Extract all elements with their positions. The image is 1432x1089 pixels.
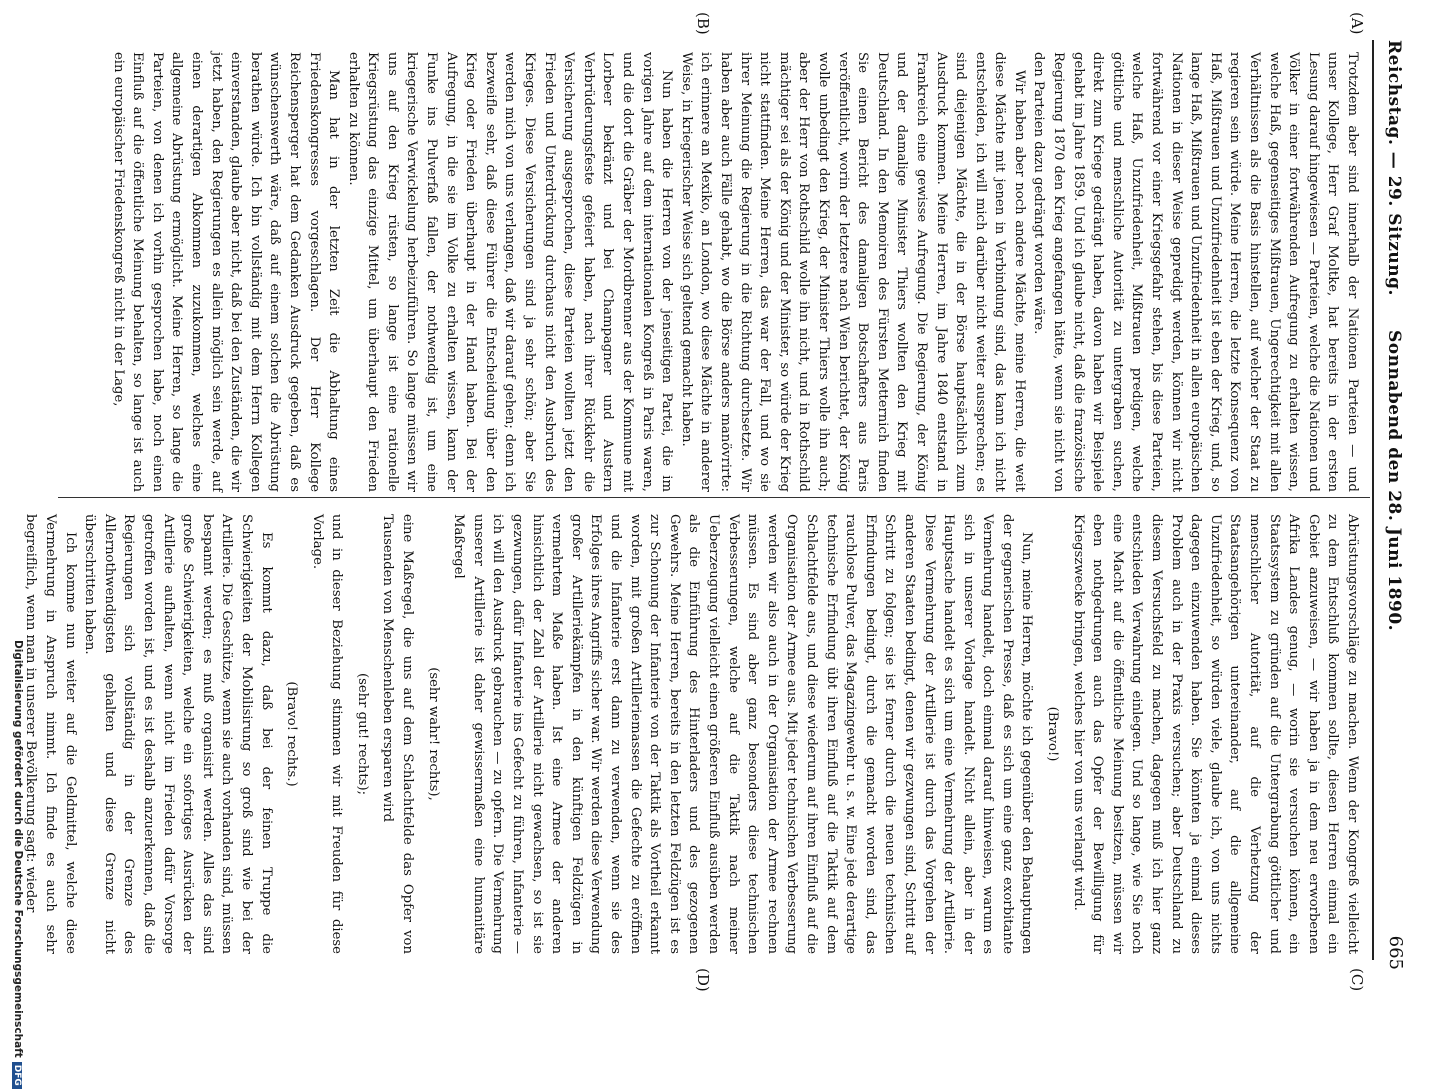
credit-text: Digitalisierung gefördert durch die Deutsche Forschungsgemeinschaft bbox=[12, 640, 24, 1058]
digitization-credit bbox=[12, 640, 24, 1086]
paragraph: Man hat in der letzten Zeit die Abhaltung eines Friedenskongresses vorgeschlagen. Der Herr Kollege Reichensperger hat dem Gedanken Ausdruck gegeben, daß es wünschenswerth wäre, daß auf einem solchen die Abrüstung berathen würde. Ich bin vollständig mit dem Herrn Kollegen einverstanden, glaube aber nicht, daß bei den Zuständen, die wir jetzt haben, den Regierungen es allein möglich sein werde, auf einen derartigen Abkommen zuzukommen, welches eine allgemeine Abrüstung ermöglicht. Meine Herren, so lange die Parteien, von denen ich vorhin gesprochen habe, noch einen Einfluß auf die öffentliche Meinung behalten, so lange ist auch ein europäischer Friedenskongreß nicht in der Lage, bbox=[110, 52, 342, 492]
paragraph: eine Maßregel, die uns auf dem Schlachtfelde das Opfer von Tausenden von Menschenleben ersparen wird bbox=[380, 514, 416, 954]
running-head-left: Reichstag. — 29. Sitzung. bbox=[1384, 40, 1404, 296]
paragraph: und in dieser Beziehung stimmen wir mit Freuden für diese Vorlage. bbox=[309, 514, 345, 954]
paragraph: Trotzdem aber sind innerhalb der Nationen Parteien — und unser Kollege, Herr Graf Moltke, hat bereits in der ersten Lesung darauf hingewiesen — Parteien, welche die Nationen und Völker in einer fortwährenden Aufregung zu erhalten wissen, welche Haß, gegenseitiges Mißtrauen, Ungerechtigkeit mit allen Verhältnissen als die Basis hinstellen, auf welcher der Staat zu regieren sein würde. Meine Herren, die letzte Konsequenz von Haß, Mißtrauen und Unzufriedenheit ist eben der Krieg, und, so lange Haß, Mißtrauen und Unzufriedenheit in allen europäischen Nationen in dieser Weise gepredigt werden, können wir nicht fortwährend vor einer Kriegsgefahr stehen, bis diese Parteien, welche Haß, Unzufriedenheit, Mißtrauen predigen, welche göttliche und menschliche Autorität zu untergraben suchen, direkt zum Kriege gedrängt haben, davon haben wir Beispiele gehabt im Jahre 1859. Und ich glaube nicht, daß die französische Regierung 1870 den Krieg angefangen hätte, wenn sie nicht von den Parteien dazu gedrängt worden wäre. bbox=[1031, 52, 1360, 492]
header-rule bbox=[1372, 40, 1374, 960]
running-head-date: Sonnabend den 28. Juni 1890. bbox=[1384, 330, 1404, 632]
left-column bbox=[62, 52, 1362, 492]
paragraph: Nun, meine Herren, möchte ich gegenüber den Behauptungen der gegnerischen Presse, daß es sich um eine ganz exorbitante Vermehrung handelt, doch einmal darauf hinweisen, warum es sich in unserer Vorlage handelt. Nicht allein, aber in der Hauptsache handelt es sich um eine Vermehrung der Artillerie. Diese Vermehrung der Artillerie ist durch das Vorgehen der anderen Staaten bedingt, denen wir gezwungen sind, Schritt auf Schritt zu folgen; sie ist ferner durch die neuen technischen Erfindungen bedingt, durch die gemacht worden sind, das rauchlose Pulver, das Magazingewehr u. s. w. Eine jede derartige technische Erfindung übt ihren Einfluß auf die Taktik auf dem Schlachtfelde aus, und diese wiederum auf ihren Einfluß auf die Organisation der Armee aus. Mit jeder technischen Verbesserung werden wir also auch in der Organisation der Armee rechnen müssen. Es sind aber ganz besonders diese technischen Verbesserungen, welche auf die Taktik nach meiner Ueberzeugung vielleicht einen größeren Einfluß ausüben werden als die Einführung des Hinterladers und des gezogenen Gewehrs. Meine Herren, bereits in den letzten Feldzügen ist es zur Schonung der Infanterie von der Taktik als Vortheil erkannt worden, mit großen Artilleriemassen die Gefechte zu eröffnen und die Infanterie erst dann zu verwenden, wenn sie des Erfolges ihres Angriffs sicher war. Wir werden diese Verwendung großer Artilleriekämpfen in den künftigen Feldzügen in vermehrtem Maße haben. Ist eine Armee der anderen hinsichtlich der Zahl der Artillerie nicht gewachsen, so ist sie gezwungen, dafür Infanterie ins Gefecht zu führen, Infanterie — ich will den Ausdruck gebrauchen — zu opfern. Die Vermehrung unserer Artillerie ist daher gewissermaßen eine humanitäre Maßregel bbox=[451, 514, 1035, 954]
right-column bbox=[23, 514, 1362, 954]
column-separator bbox=[58, 497, 1370, 498]
interjection: (sehr wahr! rechts), bbox=[425, 667, 441, 801]
interjection: (Bravo!) bbox=[1045, 706, 1061, 762]
paragraph: Ich komme nun weiter auf die Geldmittel, welche diese Vermehrung in Anspruch nimmt. Ich finde es auch sehr begreiflich, wenn man in unserer Bevölkerung sagt: wieder bbox=[23, 514, 78, 954]
interjection: (sehr gut! rechts); bbox=[354, 672, 370, 796]
interjection: (Bravo! rechts.) bbox=[284, 681, 300, 787]
margin-mark-d: (D) bbox=[694, 968, 712, 992]
paragraph: Wir haben aber noch andere Mächte, meine Herren, die weit diese Mächte mit jenen in Verbindung sind, das kann ich nicht entscheiden, ich will mich darüber nicht weiter aussprechen; es sind diejenigen Mächte, die in der Börse hauptsächlich zum Ausdruck kommen. Meine Herren, im Jahre 1840 entstand in Frankreich eine gewisse Aufregung. Die Regierung, der König und der damalige Minister Thiers wollten den Krieg mit Deutschland. In den Memoiren des Fürsten Metternich finden Sie einen Bericht des damaligen Botschafters aus Paris veröffentlicht, worin der letztere nach Wien berichtet, der König wolle unbedingt den Krieg, der Minister Thiers wolle ihn auch; aber der Herr von Rothschild wolle ihn nicht, und in Rothschild mächtiger sei als der König und der Minister, so würde der Krieg nicht stattfinden. Meine Herren, das war der Fall, und wo sie ihrer Meinung die Regierung in die Richtung durchsetzte. Wir haben aber auch Fälle gehabt, wo die Börse anders manövrirte: ich erinnere an Mexiko, an London, wo diese Mächte in anderer Weise, in kriegerischer Weise sich geltend gemacht haben. bbox=[678, 52, 1027, 492]
page-header bbox=[1376, 40, 1410, 970]
margin-mark-c: (C) bbox=[1348, 968, 1366, 992]
paragraph: Nun haben die Herren von der jenseitigen Partei, die im vorigen Jahre auf dem internationalen Kongreß in Paris waren, und die dort die Gräber der Mordbrenner aus der Kommune mit Lorbeer bekränzt und bei Champagner und Austern Verbrüderungsfeste gefeiert haben, nach ihrer Rückkehr die Versicherung ausgesprochen, diese Parteien wollten jetzt den Frieden und Unterdrückung durchaus nicht den Ausbruch des Krieges. Diese Versicherungen sind ja sehr schön; aber Sie werden mich von uns verlangen, daß wir darauf gehen; denn ich bezweifle sehr, daß diese Führer die Entscheidung über den Krieg oder Frieden überhaupt in der Hand haben. Bei der Aufregung, in die sie im Volke zu erhalten wissen, kann der Funke ins Pulverfaß fallen, der nothwendig ist, um eine kriegerische Verwickelung herbeizuführen. So lange müssen wir uns auf den Krieg rüsten, so lange ist eine rationelle Kriegsrüstung das einzige Mittel, um überhaupt den Frieden erhalten zu können. bbox=[345, 52, 675, 492]
margin-mark-b: (B) bbox=[694, 12, 712, 35]
margin-mark-a: (A) bbox=[1348, 12, 1366, 35]
page-number: 665 bbox=[1385, 935, 1406, 970]
paragraph: Es kommt dazu, daß bei der feinen Truppe die Schwierigkeiten der Mobilisirung so groß sind wie bei der Artillerie. Die Geschütze, wenn sie auch vorhanden sind, müssen bespannt werden; es muß organisirt werden. Alles das sind große Schwierigkeiten, welche ein sofortiges Ausrücken der Artillerie aufhalten, wenn nicht im Frieden dafür Vorsorge getroffen worden ist, und es ist deshalb anzuerkennen, daß die Regierungen sich vollständig in der Grenze des Allernothwendigsten gehalten und diese Grenze nicht überschritten haben. bbox=[82, 514, 274, 954]
paragraph: Abrüstungsvorschläge zu machen. Wenn der Kongreß vielleicht zu dem Entschluß kommen sollte, diesen Herren einmal ein Gebiet anzuweisen, — wir haben ja in dem neu erworbenen Afrika Landes genug, — worin sie versuchen können, ein Staatssystem zu gründen auf die Untergrabung göttlicher und menschlicher Autorität, auf die Verhetzung der Staatsangehörigen untereinander, auf die allgemeine Unzufriedenheit, so würden viele, glaube ich, von uns nichts dagegen einzuwenden haben. Sie könnten ja einmal dieses Problem auch in der Praxis versuchen; aber Deutschland zu diesem Versuchsfeld zu machen, dagegen muß ich hier ganz entschieden Verwahrung einlegen. Und so lange, wie Sie noch eine Macht auf die öffentliche Meinung besitzen, müssen wir eben nothgedrungen auch das Opfer der Bewilligung für Kriegszwecke bringen, welches hier von uns verlangt wird. bbox=[1070, 514, 1360, 954]
dfg-logo: DFG bbox=[12, 1062, 22, 1089]
